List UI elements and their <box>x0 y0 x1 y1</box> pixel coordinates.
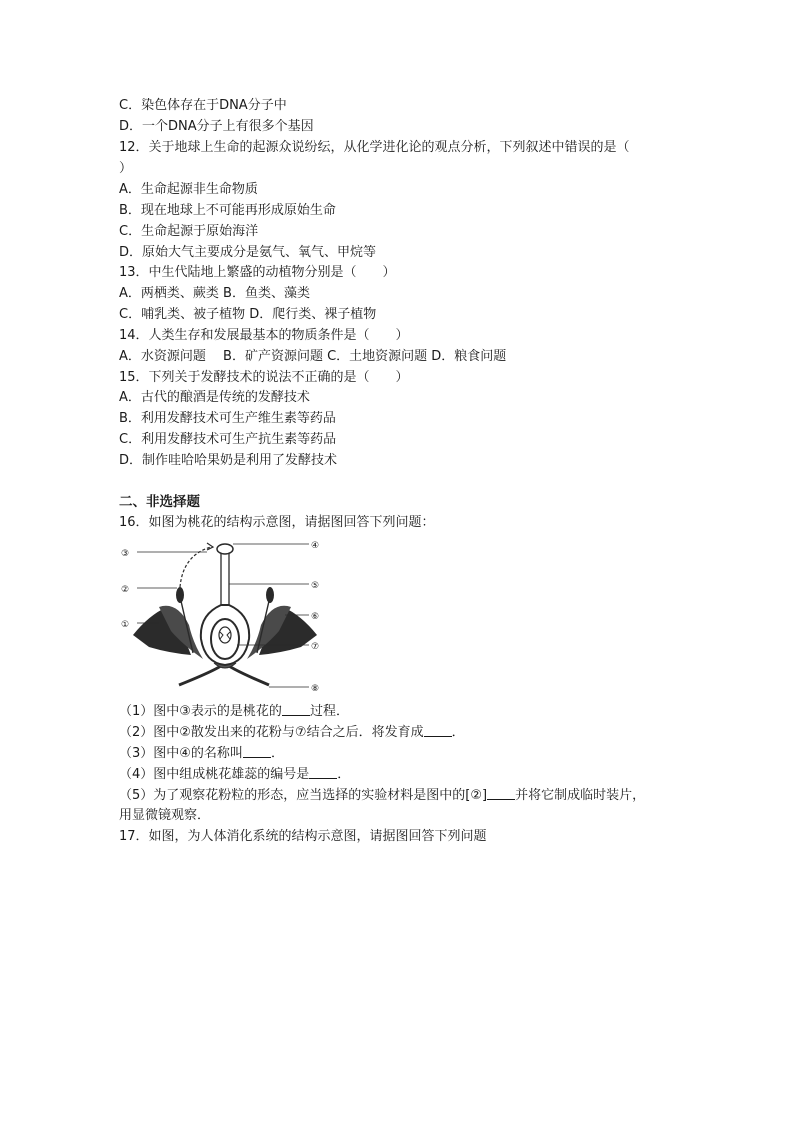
q15-option-a: A．古代的酿酒是传统的发酵技术 <box>119 390 310 405</box>
label-5: ⑤ <box>311 581 320 591</box>
label-8: ⑧ <box>311 684 320 694</box>
q16-sub5-cont: 用显微镜观察． <box>119 808 211 823</box>
q12-option-a: A．生命起源非生命物质 <box>119 182 258 197</box>
q16-sub4: （4）图中组成桃花雄蕊的编号是 ． <box>119 767 351 782</box>
answer-blank[interactable] <box>282 703 310 716</box>
q16-stem: 16．如图为桃花的结构示意图，请据图回答下列问题： <box>119 515 435 530</box>
label-1: ① <box>121 620 130 630</box>
q12-option-c: C．生命起源于原始海洋 <box>119 224 259 239</box>
label-4: ④ <box>311 541 320 551</box>
answer-blank[interactable] <box>487 787 515 800</box>
q12-stem-end: ） <box>119 161 133 176</box>
q15-option-b: B．利用发酵技术可生产维生素等药品 <box>119 411 336 426</box>
answer-blank[interactable] <box>243 745 271 758</box>
q15-option-c: C．利用发酵技术可生产抗生素等药品 <box>119 432 337 447</box>
q14-stem: 14．人类生存和发展最基本的物质条件是（ ） <box>119 328 409 343</box>
q15-option-d: D．制作哇哈哈果奶是利用了发酵技术 <box>119 453 338 468</box>
q11-option-c: C．染色体存在于DNA分子中 <box>119 98 287 113</box>
q16-sub3: （3）图中④的名称叫 ． <box>119 746 284 761</box>
q16-sub1: （1）图中③表示的是桃花的 过程． <box>119 704 349 719</box>
answer-blank[interactable] <box>424 724 452 737</box>
q14-options: A．水资源问题 B．矿产资源问题 C．土地资源问题 D．粮食问题 <box>119 349 507 364</box>
q11-option-d: D．一个DNA分子上有很多个基因 <box>119 119 314 134</box>
q16-sub5: （5）为了观察花粉粒的形态，应当选择的实验材料是图中的[②] 并将它制成临时装片， <box>119 788 646 803</box>
q13-options-ab: A．两栖类、蕨类 B．鱼类、藻类 <box>119 286 310 301</box>
q13-stem: 13．中生代陆地上繁盛的动植物分别是（ ） <box>119 265 396 280</box>
q16-sub2: （2）图中②散发出来的花粉与⑦结合之后．将发育成 ． <box>119 725 465 740</box>
q13-options-cd: C．哺乳类、被子植物 D．爬行类、裸子植物 <box>119 307 377 322</box>
q12-option-b: B．现在地球上不可能再形成原始生命 <box>119 203 336 218</box>
answer-blank[interactable] <box>309 766 337 779</box>
label-2: ② <box>121 585 130 595</box>
q12-stem: 12．关于地球上生命的起源众说纷纭，从化学进化论的观点分析，下列叙述中错误的是（ <box>119 140 630 155</box>
q17-stem: 17．如图，为人体消化系统的结构示意图，请据图回答下列问题 <box>119 829 487 844</box>
label-6: ⑥ <box>311 612 320 622</box>
peach-flower-diagram <box>119 535 331 697</box>
q12-option-d: D．原始大气主要成分是氨气、氧气、甲烷等 <box>119 245 377 260</box>
section-heading: 二、非选择题 <box>119 494 200 510</box>
label-3: ③ <box>121 549 130 559</box>
q15-stem: 15．下列关于发酵技术的说法不正确的是（ ） <box>119 370 409 385</box>
label-7: ⑦ <box>311 642 320 652</box>
